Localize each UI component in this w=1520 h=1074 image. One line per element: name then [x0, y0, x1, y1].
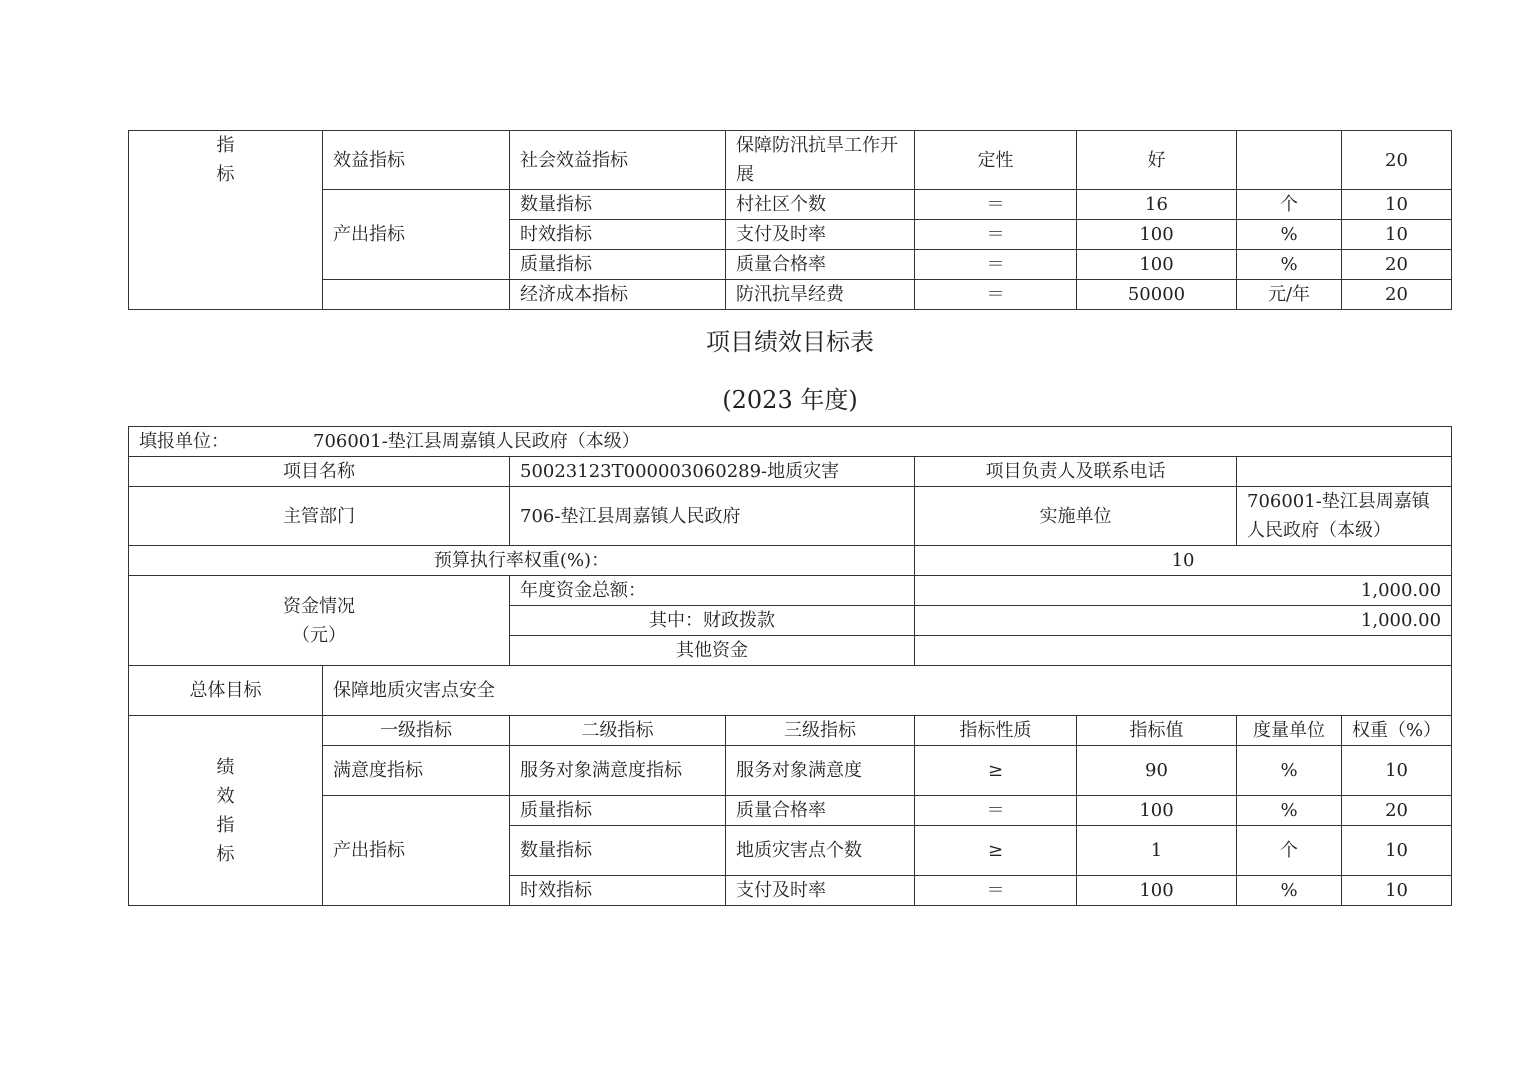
- indicator-unit: 元/年: [1237, 280, 1342, 310]
- level2-indicator: 质量指标: [510, 796, 726, 826]
- indicator-value: 50000: [1077, 280, 1237, 310]
- indicator-weight: 10: [1342, 220, 1452, 250]
- indicator-nature: ＝: [915, 220, 1077, 250]
- indicator-value: 100: [1077, 876, 1237, 906]
- reporting-unit-value: 706001-垫江县周嘉镇人民政府（本级）: [313, 431, 640, 452]
- indicator-unit: %: [1237, 250, 1342, 280]
- performance-target-table: [128, 426, 1452, 906]
- level3-indicator: 服务对象满意度: [726, 746, 915, 796]
- indicator-value: 100: [1077, 250, 1237, 280]
- overall-goal-label: 总体目标: [129, 666, 323, 716]
- level3-indicator: 地质灾害点个数: [726, 826, 915, 876]
- previous-indicator-table: [128, 130, 1452, 310]
- indicator-weight: 10: [1342, 746, 1452, 796]
- indicator-unit: %: [1237, 220, 1342, 250]
- indicator-value: 1: [1077, 826, 1237, 876]
- indicator-unit: %: [1237, 876, 1342, 906]
- level2-indicator: 社会效益指标: [510, 131, 726, 190]
- project-name-label: 项目名称: [129, 457, 510, 487]
- fiscal-value: 1,000.00: [915, 606, 1452, 636]
- indicator-weight: 20: [1342, 131, 1452, 190]
- indicator-nature: ＝: [915, 876, 1077, 906]
- indicator-nature: ＝: [915, 280, 1077, 310]
- level1-indicator: [323, 280, 510, 310]
- indicator-nature: ＝: [915, 796, 1077, 826]
- annual-total-label: 年度资金总额：: [510, 576, 915, 606]
- project-name-value: 50023123T000003060289-地质灾害: [510, 457, 915, 487]
- level3-indicator: 防汛抗旱经费: [726, 280, 915, 310]
- indicator-weight: 20: [1342, 250, 1452, 280]
- indicator-value: 90: [1077, 746, 1237, 796]
- level2-indicator: 时效指标: [510, 220, 726, 250]
- document-title: 项目绩效目标表: [706, 328, 874, 356]
- budget-rate-label: 预算执行率权重(%)：: [129, 546, 915, 576]
- impl-unit-value: 706001-垫江县周嘉镇人民政府（本级）: [1237, 487, 1452, 546]
- other-funds-label: 其他资金: [510, 636, 915, 666]
- level1-indicator: 产出指标: [323, 796, 510, 906]
- annual-total-value: 1,000.00: [915, 576, 1452, 606]
- indicator-nature: ＝: [915, 190, 1077, 220]
- indicator-value: 好: [1077, 131, 1237, 190]
- header-level3: 三级指标: [726, 716, 915, 746]
- indicator-value: 100: [1077, 220, 1237, 250]
- dept-value: 706-垫江县周嘉镇人民政府: [510, 487, 915, 546]
- indicator-weight: 20: [1342, 796, 1452, 826]
- fiscal-label: 其中：财政拨款: [510, 606, 915, 636]
- indicator-nature: ＝: [915, 250, 1077, 280]
- indicator-weight: 20: [1342, 280, 1452, 310]
- project-lead-value: [1237, 457, 1452, 487]
- header-level2: 二级指标: [510, 716, 726, 746]
- indicator-unit: 个: [1237, 190, 1342, 220]
- level1-indicator: 效益指标: [323, 131, 510, 190]
- performance-indicator-section-label: 绩 效 指 标: [129, 716, 323, 906]
- level1-indicator: 产出指标: [323, 190, 510, 280]
- header-value: 指标值: [1077, 716, 1237, 746]
- indicator-nature: ≥: [915, 826, 1077, 876]
- level2-indicator: 数量指标: [510, 190, 726, 220]
- document-year: (2023 年度): [722, 386, 858, 414]
- indicator-unit: %: [1237, 796, 1342, 826]
- funds-label: 资金情况 （元）: [129, 576, 510, 666]
- budget-rate-value: 10: [915, 546, 1452, 576]
- header-weight: 权重（%）: [1342, 716, 1452, 746]
- indicator-unit: 个: [1237, 826, 1342, 876]
- indicator-value: 100: [1077, 796, 1237, 826]
- indicator-weight: 10: [1342, 876, 1452, 906]
- reporting-unit-label: 填报单位：: [139, 431, 229, 452]
- indicator-unit: [1237, 131, 1342, 190]
- indicator-nature: ≥: [915, 746, 1077, 796]
- level3-indicator: 村社区个数: [726, 190, 915, 220]
- other-funds-value: [915, 636, 1452, 666]
- level3-indicator: 质量合格率: [726, 250, 915, 280]
- overall-goal-value: 保障地质灾害点安全: [323, 666, 1452, 716]
- impl-unit-label: 实施单位: [915, 487, 1237, 546]
- level2-indicator: 质量指标: [510, 250, 726, 280]
- level3-indicator: 支付及时率: [726, 876, 915, 906]
- indicator-nature: 定性: [915, 131, 1077, 190]
- level2-indicator: 服务对象满意度指标: [510, 746, 726, 796]
- level2-indicator: 时效指标: [510, 876, 726, 906]
- indicator-weight: 10: [1342, 826, 1452, 876]
- header-level1: 一级指标: [323, 716, 510, 746]
- indicator-section-label: 指 标: [129, 131, 323, 310]
- level1-indicator: 满意度指标: [323, 746, 510, 796]
- level3-indicator: 质量合格率: [726, 796, 915, 826]
- indicator-weight: 10: [1342, 190, 1452, 220]
- level2-indicator: 数量指标: [510, 826, 726, 876]
- level2-indicator: 经济成本指标: [510, 280, 726, 310]
- project-lead-label: 项目负责人及联系电话: [915, 457, 1237, 487]
- dept-label: 主管部门: [129, 487, 510, 546]
- level3-indicator: 支付及时率: [726, 220, 915, 250]
- indicator-unit: %: [1237, 746, 1342, 796]
- header-unit: 度量单位: [1237, 716, 1342, 746]
- level3-indicator: 保障防汛抗旱工作开展: [726, 131, 915, 190]
- header-nature: 指标性质: [915, 716, 1077, 746]
- indicator-value: 16: [1077, 190, 1237, 220]
- reporting-unit-row: [129, 427, 1452, 457]
